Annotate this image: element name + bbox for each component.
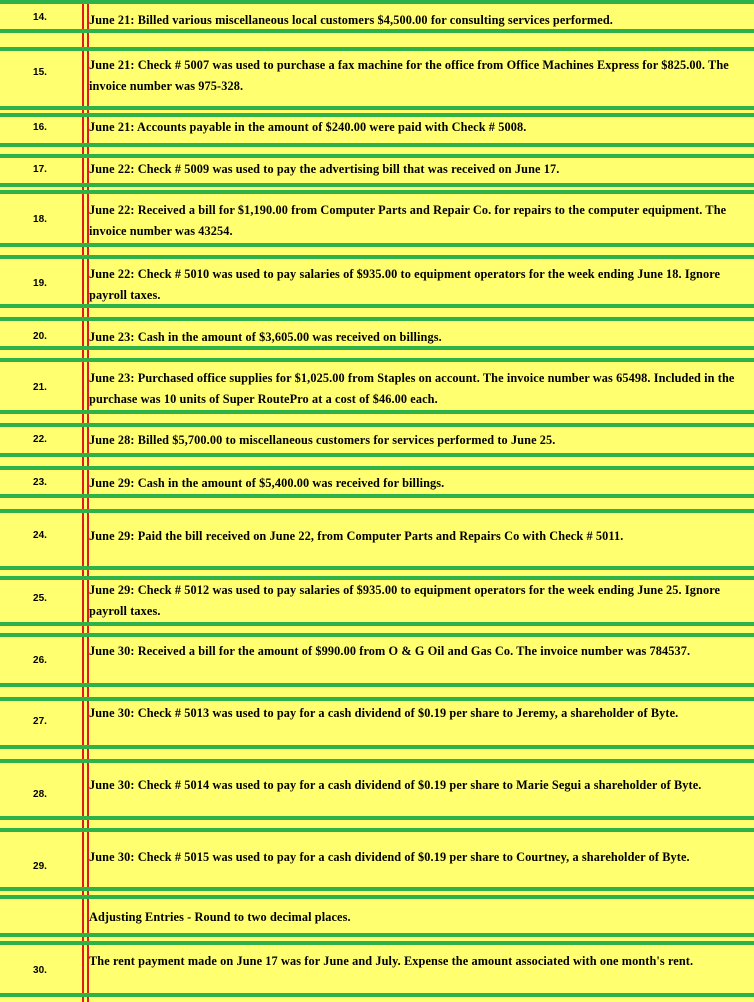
ruled-line <box>0 47 754 51</box>
ruled-line <box>0 633 754 637</box>
ruled-line <box>0 243 754 247</box>
entry-number: 26. <box>33 655 47 666</box>
entry-number: 28. <box>33 789 47 800</box>
ruled-line <box>0 358 754 362</box>
ruled-line <box>0 566 754 570</box>
entry-number: 22. <box>33 434 47 445</box>
entry-text: June 29: Paid the bill received on June 22, from Computer Parts and Repairs Co with Check # 5011. <box>89 529 624 543</box>
ruled-line <box>0 683 754 687</box>
entry-text: June 22: Received a bill for $1,190.00 from Computer Parts and Repair Co. for repairs to the computer equipment. The invoice number was 43254. <box>89 203 727 238</box>
ruled-line <box>0 0 754 4</box>
ruled-line <box>0 423 754 427</box>
entry-text: June 22: Check # 5009 was used to pay the advertising bill that was received on June 17. <box>89 162 560 176</box>
ruled-line <box>0 887 754 891</box>
entry-text: June 30: Check # 5015 was used to pay for a cash dividend of $0.19 per share to Courtney, a shareholder of Byte. <box>89 850 690 864</box>
entry-number: 17. <box>33 164 47 175</box>
ruled-line <box>0 106 754 110</box>
entry-number: 24. <box>33 530 47 541</box>
entry-text: June 23: Cash in the amount of $3,605.00 was received on billings. <box>89 330 442 344</box>
entry-text: June 29: Cash in the amount of $5,400.00 was received for billings. <box>89 476 445 490</box>
ruled-line <box>0 993 754 997</box>
entry-text: June 21: Check # 5007 was used to purchase a fax machine for the office from Office Machines Express for $825.00. The invoice number was 975-328. <box>89 58 729 93</box>
entry-number: 29. <box>33 861 47 872</box>
ruled-line <box>0 494 754 498</box>
entry-number: 27. <box>33 716 47 727</box>
entry-number: 21. <box>33 382 47 393</box>
ruled-line <box>0 745 754 749</box>
ruled-line <box>0 317 754 321</box>
ruled-line <box>0 143 754 147</box>
ruled-line <box>0 622 754 626</box>
ruled-line <box>0 759 754 763</box>
ruled-line <box>0 697 754 701</box>
entry-number: 15. <box>33 67 47 78</box>
ruled-line <box>0 933 754 937</box>
entry-text: June 21: Accounts payable in the amount of $240.00 were paid with Check # 5008. <box>89 120 527 134</box>
ruled-line <box>0 941 754 945</box>
ruled-line <box>0 828 754 832</box>
ruled-line <box>0 466 754 470</box>
ruled-line <box>0 255 754 259</box>
ruled-line <box>0 183 754 187</box>
ruled-line <box>0 895 754 899</box>
ruled-line <box>0 816 754 820</box>
entry-number: 30. <box>33 965 47 976</box>
entry-text: June 30: Received a bill for the amount of $990.00 from O & G Oil and Gas Co. The invoice number was 784537. <box>89 644 691 658</box>
entry-number: 19. <box>33 278 47 289</box>
ruled-line <box>0 154 754 158</box>
margin-line-left <box>82 0 84 1002</box>
entry-text: June 23: Purchased office supplies for $1,025.00 from Staples on account. The invoice number was 65498. Included in the purchase was 10 units of Super RoutePro at a cost of $46.00 each. <box>89 371 735 406</box>
entry-number: 18. <box>33 214 47 225</box>
entry-number: 25. <box>33 593 47 604</box>
entry-number: 16. <box>33 122 47 133</box>
ruled-line <box>0 509 754 513</box>
ruled-line <box>0 190 754 194</box>
entry-text: June 21: Billed various miscellaneous local customers $4,500.00 for consulting services performed. <box>89 13 613 27</box>
section-heading: Adjusting Entries - Round to two decimal places. <box>89 910 351 924</box>
entry-number: 20. <box>33 331 47 342</box>
entry-text: June 30: Check # 5013 was used to pay for a cash dividend of $0.19 per share to Jeremy, a shareholder of Byte. <box>89 706 679 720</box>
entry-text: June 30: Check # 5014 was used to pay for a cash dividend of $0.19 per share to Marie Segui a shareholder of Byte. <box>89 778 702 792</box>
ruled-line <box>0 453 754 457</box>
entry-text: The rent payment made on June 17 was for June and July. Expense the amount associated with one month's rent. <box>89 954 694 968</box>
entry-text: June 28: Billed $5,700.00 to miscellaneous customers for services performed to June 25. <box>89 433 556 447</box>
entry-number: 23. <box>33 477 47 488</box>
entry-text: June 29: Check # 5012 was used to pay salaries of $935.00 to equipment operators for the week ending June 25. Ignore payroll taxes. <box>89 583 721 618</box>
entry-text: June 22: Check # 5010 was used to pay salaries of $935.00 to equipment operators for the week ending June 18. Ignore payroll taxes. <box>89 267 721 302</box>
ruled-line <box>0 410 754 414</box>
entry-number: 14. <box>33 12 47 23</box>
